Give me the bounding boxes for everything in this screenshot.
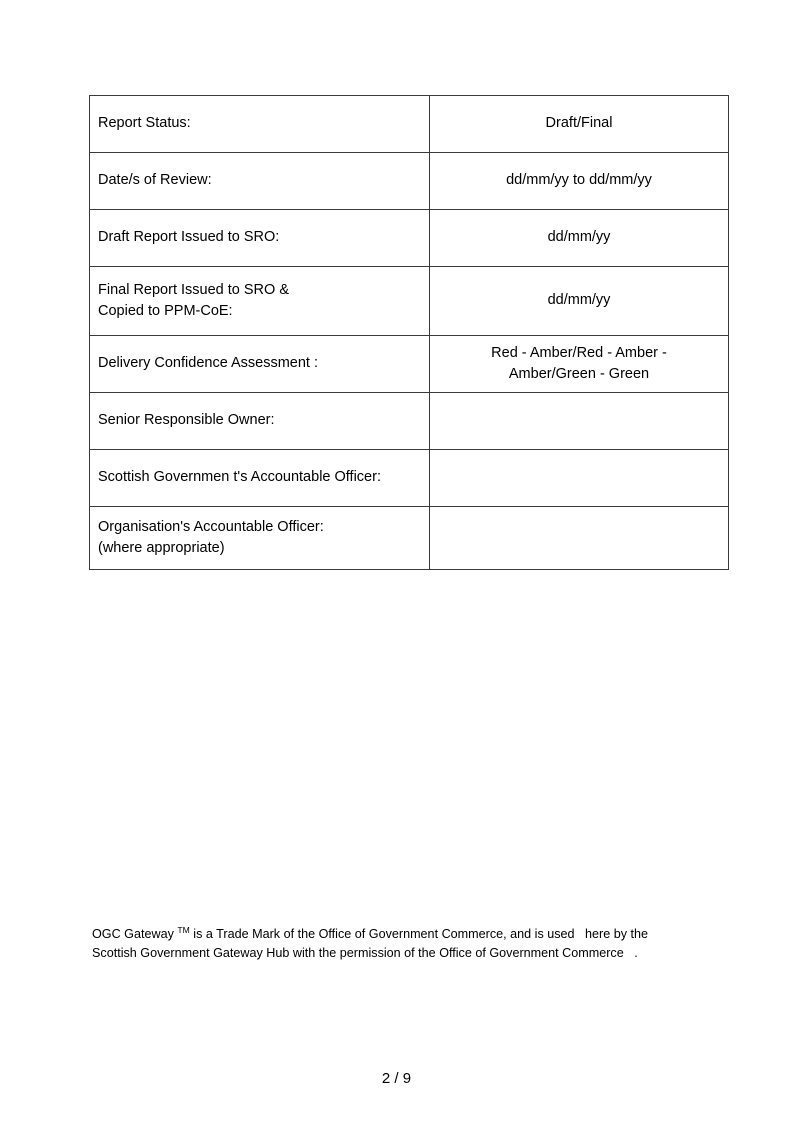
row-value-senior-responsible-owner[interactable] — [430, 393, 729, 450]
row-label-organisation-accountable-officer — [90, 507, 430, 570]
row-label-report-status — [90, 96, 430, 153]
table-row — [90, 336, 729, 393]
label-text-line: Date/s of Review: — [98, 172, 212, 189]
value-text-line: dd/mm/yy to dd/mm/yy — [506, 172, 652, 189]
table-row — [90, 507, 729, 570]
row-label-scottish-government-accountable-officer — [90, 450, 430, 507]
label-text-line: (where appropriate) — [98, 540, 225, 556]
report-details-table — [89, 95, 729, 570]
row-value-report-status[interactable] — [430, 96, 729, 153]
footnote-text-before-tm: OGC Gateway — [92, 927, 178, 941]
row-label-final-report-issued — [90, 267, 430, 336]
trademark-footnote — [92, 925, 682, 963]
label-text-line: Final Report Issued to SRO & — [98, 281, 289, 298]
value-text-line: Red - Amber/Red - Amber - — [491, 344, 667, 361]
table-row — [90, 210, 729, 267]
table-row — [90, 96, 729, 153]
table-body — [90, 96, 729, 570]
table-row — [90, 393, 729, 450]
label-text-line: Organisation's Accountable Officer: — [98, 518, 324, 535]
label-text-line: Delivery Confidence Assessment : — [98, 355, 319, 372]
row-value-delivery-confidence-assessment[interactable] — [430, 336, 729, 393]
row-value-dates-of-review[interactable] — [430, 153, 729, 210]
row-label-senior-responsible-owner — [90, 393, 430, 450]
footnote-line-1 — [92, 925, 682, 944]
row-value-scottish-government-accountable-officer[interactable] — [430, 450, 729, 507]
label-text-line: Draft Report Issued to SRO: — [98, 229, 280, 246]
row-value-final-report-issued[interactable] — [430, 267, 729, 336]
label-text-line: Scottish Governmen t's Accountable Officer: — [98, 469, 381, 486]
row-label-delivery-confidence-assessment — [90, 336, 430, 393]
row-label-draft-report-issued — [90, 210, 430, 267]
label-text-line: Copied to PPM-CoE: — [98, 303, 233, 319]
row-label-dates-of-review — [90, 153, 430, 210]
label-text-line: Senior Responsible Owner: — [98, 412, 275, 429]
page-number: 2 / 9 — [381, 1070, 412, 1087]
value-text-line: dd/mm/yy — [547, 292, 611, 309]
table-row — [90, 267, 729, 336]
row-value-organisation-accountable-officer[interactable] — [430, 507, 729, 570]
trademark-superscript: TM — [177, 924, 190, 935]
row-value-draft-report-issued[interactable] — [430, 210, 729, 267]
label-text-line: Report Status: — [98, 115, 191, 132]
table-row — [90, 450, 729, 507]
value-text-line: Amber/Green - Green — [508, 366, 650, 382]
footnote-text-after-tm: is a Trade Mark of the Office of Government Commerce, and is used here by the — [189, 927, 649, 941]
value-text-line: Draft/Final — [545, 115, 613, 132]
table-row — [90, 153, 729, 210]
footnote-line-2: Scottish Government Gateway Hub with the permission of the Office of Government Commerce . — [92, 945, 638, 960]
value-text-line: dd/mm/yy — [547, 229, 611, 246]
